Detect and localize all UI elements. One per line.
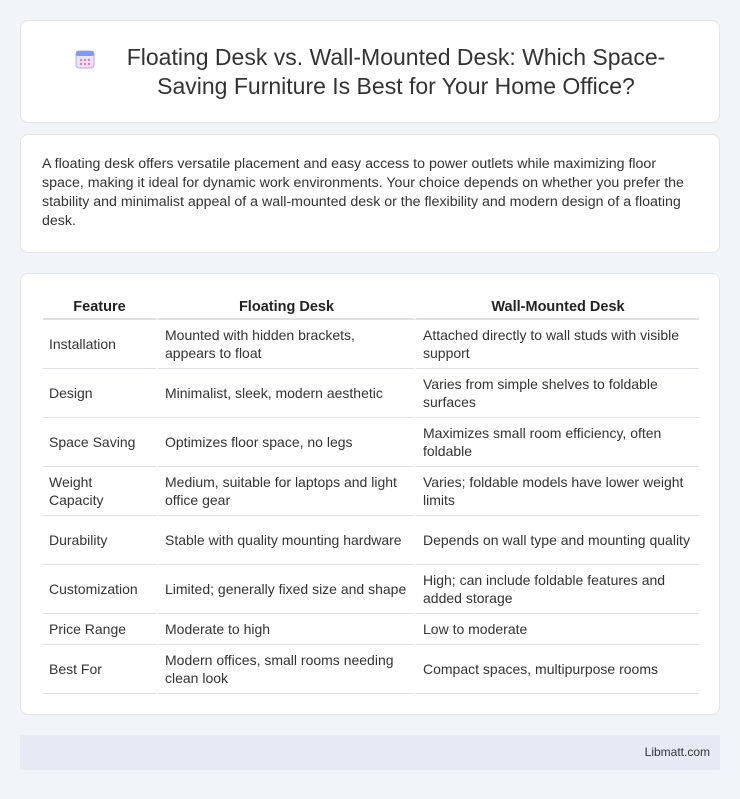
row-feature: Price Range (43, 614, 156, 645)
row-floating: Limited; generally fixed size and shape (156, 565, 414, 614)
row-wall: Maximizes small room efficiency, often foldable (414, 418, 699, 467)
row-floating: Minimalist, sleek, modern aesthetic (156, 369, 414, 418)
comparison-card (20, 273, 720, 715)
row-feature: Installation (43, 320, 156, 369)
row-floating: Moderate to high (156, 614, 414, 645)
table-row (43, 614, 699, 645)
footer-brand: Libmatt.com (644, 745, 710, 759)
row-wall: High; can include foldable features and added storage (414, 565, 699, 614)
table-row (43, 516, 699, 565)
row-floating: Modern offices, small rooms needing clean look (156, 645, 414, 694)
table-row (43, 320, 699, 369)
footer-bar (20, 735, 720, 770)
row-feature: Space Saving (43, 418, 156, 467)
row-wall: Varies; foldable models have lower weight limits (414, 467, 699, 516)
intro-card (20, 134, 720, 253)
row-feature: Durability (43, 516, 156, 565)
comparison-table (43, 294, 699, 694)
row-feature: Customization (43, 565, 156, 614)
row-floating: Medium, suitable for laptops and light office gear (156, 467, 414, 516)
row-floating: Optimizes floor space, no legs (156, 418, 414, 467)
header-feature: Feature (43, 294, 156, 320)
header-floating-desk: Floating Desk (156, 294, 414, 320)
row-wall: Varies from simple shelves to foldable surfaces (414, 369, 699, 418)
header-wall-mounted-desk: Wall-Mounted Desk (414, 294, 699, 320)
table-row (43, 418, 699, 467)
title-card (20, 20, 720, 123)
intro-paragraph: A floating desk offers versatile placement and easy access to power outlets while maximizing floor space, making it ideal for dynamic work environments. Your choice depends on whether you prefer the stability and minimalist appeal of a wall-mounted desk or the flexibility and modern design of a floating desk. (42, 156, 684, 229)
table-row (43, 645, 699, 694)
row-wall: Low to moderate (414, 614, 699, 645)
row-wall: Compact spaces, multipurpose rooms (414, 645, 699, 694)
row-wall: Depends on wall type and mounting quality (414, 516, 699, 565)
row-wall: Attached directly to wall studs with visible support (414, 320, 699, 369)
table-header-row (43, 294, 699, 320)
row-feature: Design (43, 369, 156, 418)
table-row (43, 369, 699, 418)
table-row (43, 565, 699, 614)
table-row (43, 467, 699, 516)
row-floating: Stable with quality mounting hardware (156, 516, 414, 565)
page-title: Floating Desk vs. Wall-Mounted Desk: Which Space-Saving Furniture Is Best for Your Home Office? (126, 44, 666, 99)
row-feature: Best For (43, 645, 156, 694)
row-feature: Weight Capacity (43, 467, 156, 516)
row-floating: Mounted with hidden brackets, appears to float (156, 320, 414, 369)
